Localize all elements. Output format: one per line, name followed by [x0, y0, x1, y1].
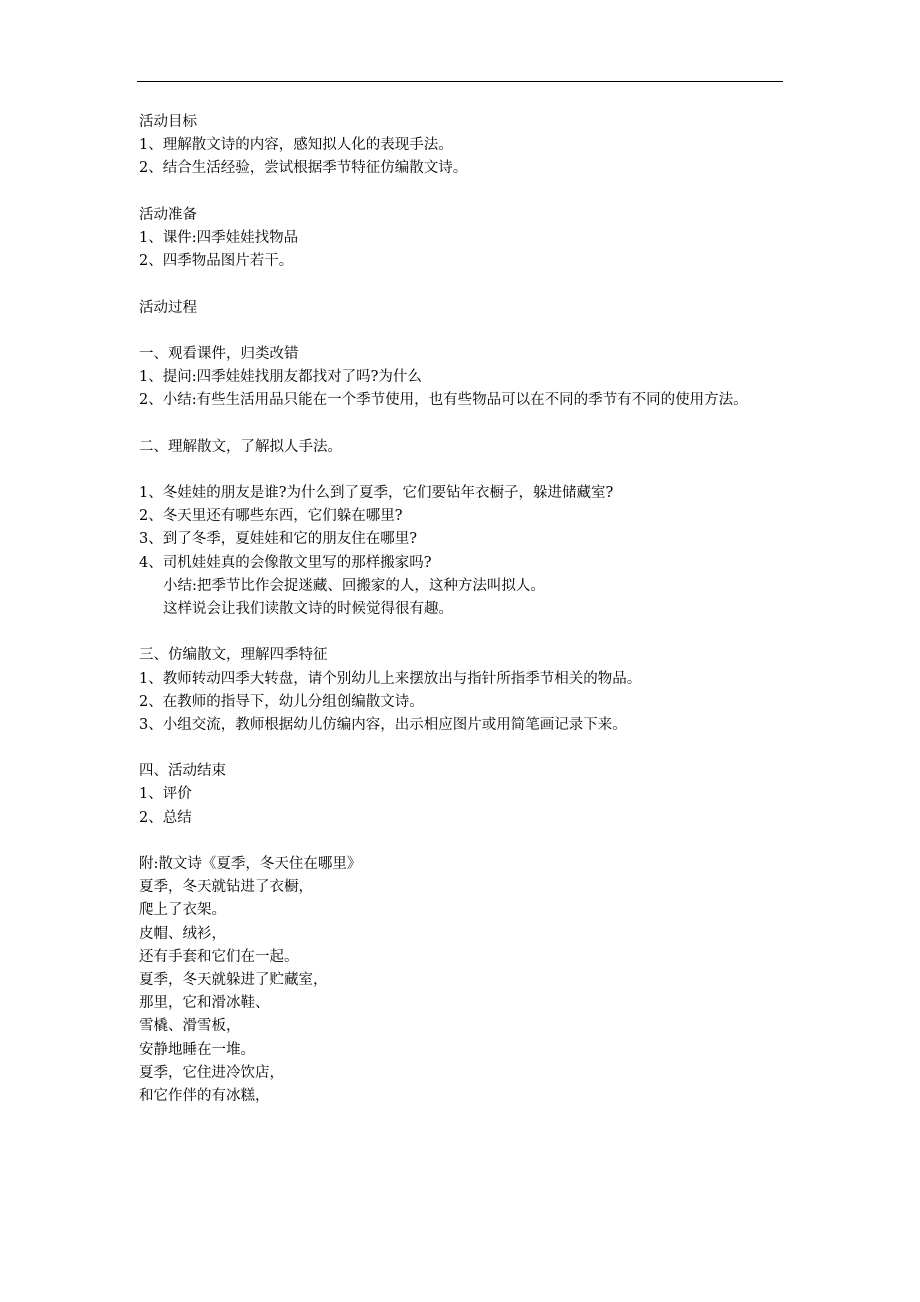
objective-item: 1、理解散文诗的内容，感知拟人化的表现手法。: [139, 137, 453, 154]
part1-item: 1、提问:四季娃娃找朋友都找对了吗?为什么: [139, 369, 422, 386]
poem-line: 那里，它和滑冰鞋、: [139, 995, 270, 1012]
blank-line: [139, 830, 789, 853]
blank-line: [139, 459, 789, 482]
poem-line: 爬上了衣架。: [139, 902, 226, 919]
part3-item: 1、教师转动四季大转盘，请个别幼儿上来摆放出与指针所指季节相关的物品。: [139, 670, 642, 687]
part1-heading: 一、观看课件，归类改错: [139, 345, 299, 362]
part3-item: 3、小组交流，教师根据幼儿仿编内容，出示相应图片或用简笔画记录下来。: [139, 716, 627, 733]
poem-line: 安静地睡在一堆。: [139, 1041, 255, 1058]
poem-line: 夏季，它住进冷饮店，: [139, 1064, 284, 1081]
objective-item: 2、结合生活经验，尝试根据季节特征仿编散文诗。: [139, 160, 468, 177]
header-rule: [137, 81, 783, 82]
part2-summary: 这样说会让我们读散文诗的时候觉得很有趣。: [163, 600, 453, 617]
part2-item: 4、司机娃娃真的会像散文里写的那样搬家吗?: [139, 554, 432, 571]
part2-summary: 小结:把季节比作会捉迷藏、回搬家的人，这种方法叫拟人。: [163, 577, 545, 594]
document-body: [139, 111, 789, 1108]
blank-line: [139, 181, 789, 204]
blank-line: [139, 412, 789, 435]
poem-line: 和它作伴的有冰糕，: [139, 1087, 270, 1104]
process-heading: 活动过程: [139, 299, 197, 316]
part1-item: 2、小结:有些生活用品只能在一个季节使用，也有些物品可以在不同的季节有不同的使用方法。: [139, 392, 748, 409]
part2-item: 3、到了冬季，夏娃娃和它的朋友住在哪里?: [139, 531, 417, 548]
blank-line: [139, 273, 789, 296]
part2-heading: 二、理解散文，了解拟人手法。: [139, 438, 342, 455]
poem-line: 还有手套和它们在一起。: [139, 948, 299, 965]
preparation-item: 2、四季物品图片若干。: [139, 253, 294, 270]
poem-line: 夏季，冬天就躲进了贮藏室，: [139, 971, 328, 988]
part3-heading: 三、仿编散文，理解四季特征: [139, 647, 328, 664]
objectives-heading: 活动目标: [139, 114, 197, 130]
preparation-item: 1、课件:四季娃娃找物品: [139, 229, 299, 246]
part4-item: 1、评价: [139, 786, 192, 803]
poem-line: 皮帽、绒衫，: [139, 925, 226, 942]
blank-line: [139, 320, 789, 343]
part2-item: 1、冬娃娃的朋友是谁?为什么到了夏季，它们要钻年衣橱子，躲进储藏室?: [139, 485, 614, 502]
blank-line: [139, 621, 789, 644]
part2-item: 2、冬天里还有哪些东西，它们躲在哪里?: [139, 508, 403, 525]
appendix-heading: 附:散文诗《夏季，冬天住在哪里》: [139, 856, 362, 873]
poem-line: 雪橇、滑雪板，: [139, 1018, 241, 1035]
poem-line: 夏季，冬天就钻进了衣橱，: [139, 879, 313, 896]
part4-item: 2、总结: [139, 809, 192, 826]
part3-item: 2、在教师的指导下，幼儿分组创编散文诗。: [139, 693, 424, 710]
blank-line: [139, 737, 789, 760]
preparation-heading: 活动准备: [139, 206, 197, 223]
part4-heading: 四、活动结束: [139, 763, 226, 780]
